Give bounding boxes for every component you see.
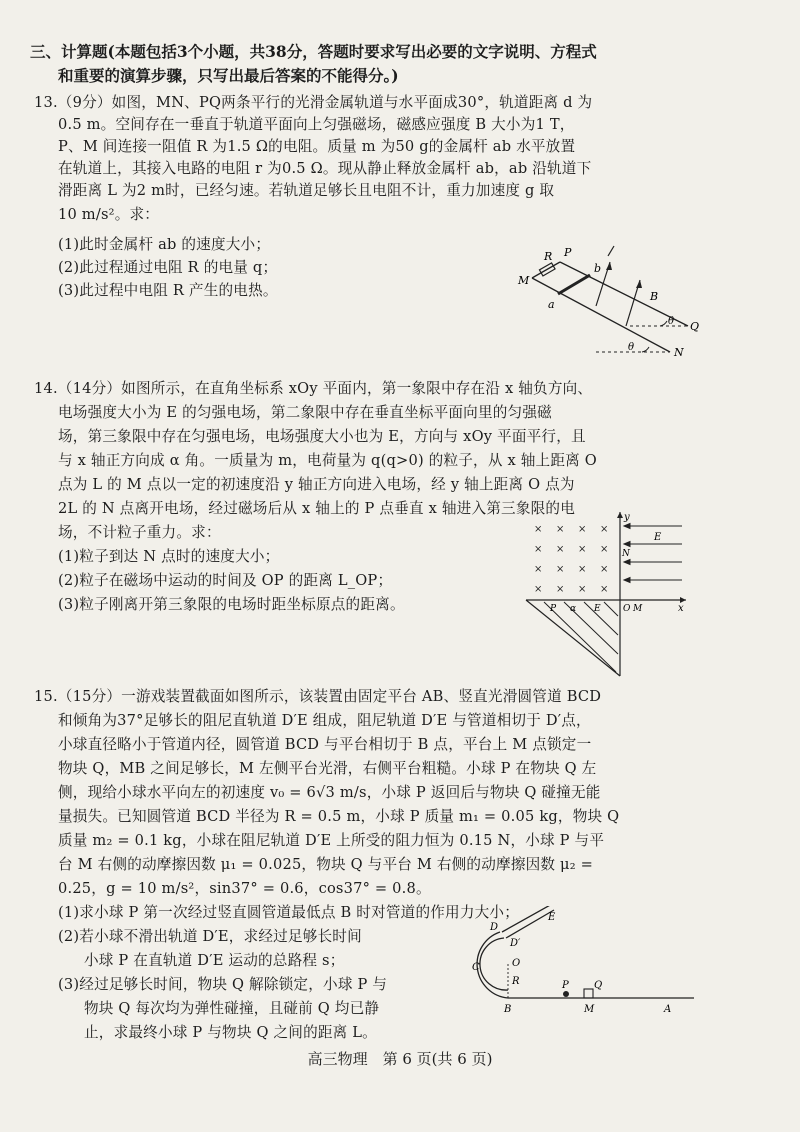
q15-line: 0.25，g = 10 m/s²，sin37° = 0.6，cos37° = 0.8。 bbox=[58, 880, 431, 897]
electric-field-lines bbox=[624, 524, 682, 583]
q14-line: 14.（14分）如图所示，在直角坐标系 xOy 平面内，第一象限中存在沿 x 轴负方向、 bbox=[34, 380, 593, 397]
q14-line: 与 x 轴正方向成 α 角。一质量为 m，电荷量为 q(q>0) 的粒子，从 x 轴上距离 O bbox=[58, 452, 597, 469]
q14-line: 2L 的 N 点离开电场，经过磁场后从 x 轴上的 P 点垂直 x 轴进入第三象限的电 bbox=[58, 500, 576, 517]
q14-line: 电场强度大小为 E 的匀强电场，第二象限中存在垂直坐标平面向里的匀强磁 bbox=[58, 404, 552, 421]
q13-part: (2)此过程通过电阻 R 的电量 q； bbox=[58, 259, 278, 276]
q15-label: R bbox=[512, 976, 520, 987]
q14-label: E bbox=[594, 604, 601, 614]
svg-text:×: × bbox=[534, 544, 543, 555]
q15-line: 侧，现给小球水平向左的初速度 v₀ = 6√3 m/s，小球 P 返回后与物块 Q 碰撞无能 bbox=[58, 784, 601, 801]
q15-line: 物块 Q，MB 之间足够长，M 左侧平台光滑，右侧平台粗糙。小球 P 在物块 Q 左 bbox=[58, 760, 597, 777]
svg-text:×: × bbox=[556, 524, 565, 535]
magnetic-field-crosses bbox=[534, 524, 608, 595]
q13-label: b bbox=[594, 262, 602, 275]
q15-part: 止，求最终小球 P 与物块 Q 之间的距离 L。 bbox=[84, 1024, 377, 1041]
q13-label: θ bbox=[628, 342, 635, 353]
svg-text:×: × bbox=[534, 584, 543, 595]
q14-line: 点为 L 的 M 点以一定的初速度沿 y 轴正方向进入电场，经 y 轴上距离 O 点为 bbox=[58, 476, 575, 493]
q15-part: (1)求小球 P 第一次经过竖直圆管道最低点 B 时对管道的作用力大小； bbox=[58, 904, 520, 921]
q15-label: D bbox=[490, 922, 499, 933]
q13-label: θ bbox=[668, 316, 675, 327]
q15-line: 质量 m₂ = 0.1 kg，小球在阻尼轨道 D′E 上所受的阻力恒为 0.15 N，小球 P 与平 bbox=[58, 832, 605, 849]
ball-p bbox=[563, 991, 569, 997]
q15-track-figure bbox=[468, 906, 700, 1018]
svg-text:×: × bbox=[600, 524, 609, 535]
page-footer: 高三物理 第 6 页(共 6 页) bbox=[307, 1050, 493, 1068]
q13-line: 0.5 m。空间存在一垂直于轨道平面向上匀强磁场，磁感应强度 B 大小为1 T， bbox=[58, 116, 575, 133]
q15-label: A bbox=[664, 1004, 672, 1015]
q15-label: C bbox=[472, 962, 480, 973]
q13-line: P、M 间连接一阻值 R 为1.5 Ω的电阻。质量 m 为50 g的金属杆 ab 水平放置 bbox=[58, 138, 576, 155]
q15-part: (3)经过足够长时间，物块 Q 解除锁定，小球 P 与 bbox=[58, 976, 388, 993]
q14-part: (1)粒子到达 N 点时的速度大小； bbox=[58, 548, 280, 565]
q14-label: E bbox=[654, 532, 662, 543]
q15-line: 小球直径略小于管道内径，圆管道 BCD 与平台相切于 B 点，平台上 M 点锁定一 bbox=[58, 736, 592, 753]
svg-text:×: × bbox=[600, 584, 609, 595]
q13-label: M bbox=[518, 274, 530, 287]
section-heading-line1: 三、计算题(本题包括3个小题，共38分，答题时要求写出必要的文字说明、方程式 bbox=[30, 42, 597, 61]
svg-text:×: × bbox=[578, 584, 587, 595]
q13-label: a bbox=[548, 298, 555, 311]
q15-line: 15.（15分）一游戏装置截面如图所示，该装置由固定平台 AB、竖直光滑圆管道 BCD bbox=[34, 688, 602, 705]
q15-label: B bbox=[504, 1004, 512, 1015]
q14-part: (3)粒子刚离开第三象限的电场时距坐标原点的距离。 bbox=[58, 596, 405, 613]
q15-part: 物块 Q 每次均为弹性碰撞，且碰前 Q 均已静 bbox=[84, 1000, 380, 1017]
q15-label: D′ bbox=[510, 938, 521, 949]
q13-label: N bbox=[674, 346, 684, 359]
q14-label: x bbox=[678, 603, 684, 614]
block-q bbox=[584, 989, 593, 998]
svg-text:×: × bbox=[556, 544, 565, 555]
svg-text:×: × bbox=[556, 584, 565, 595]
q13-label: B bbox=[650, 290, 659, 303]
q15-part: (2)若小球不滑出轨道 D′E，求经过足够长时间 bbox=[58, 928, 362, 945]
q15-line: 台 M 右侧的动摩擦因数 μ₁ = 0.025，物块 Q 与平台 M 右侧的动摩擦因数 μ₂ = bbox=[58, 856, 594, 873]
q13-line: 滑距离 L 为2 m时，已经匀速。若轨道足够长且电阻不计，重力加速度 g 取 bbox=[58, 182, 555, 199]
q15-label: E bbox=[548, 912, 556, 923]
q14-line: 场，第三象限中存在匀强电场，电场强度大小也为 E，方向与 xOy 平面平行，且 bbox=[58, 428, 586, 445]
q15-line: 量损失。已知圆管道 BCD 半径为 R = 0.5 m，小球 P 质量 m₁ = 0.05 kg，物块 Q bbox=[58, 808, 620, 825]
section-heading-line2: 和重要的演算步骤，只写出最后答案的不能得分。) bbox=[58, 66, 399, 85]
q15-part: 小球 P 在直轨道 D′E 运动的总路程 s； bbox=[84, 952, 345, 969]
q14-label: O bbox=[623, 604, 631, 614]
q13-line: 在轨道上，其接入电路的电阻 r 为0.5 Ω。现从静止释放金属杆 ab，ab 沿轨道下 bbox=[58, 160, 592, 177]
q13-rail-figure bbox=[510, 240, 700, 365]
svg-text:×: × bbox=[578, 564, 587, 575]
q13-part: (3)此过程中电阻 R 产生的电热。 bbox=[58, 282, 278, 299]
svg-text:×: × bbox=[534, 564, 543, 575]
q14-coordinate-figure bbox=[520, 508, 692, 680]
q14-part: (2)粒子在磁场中运动的时间及 OP 的距离 L_OP； bbox=[58, 572, 393, 589]
svg-text:×: × bbox=[556, 564, 565, 575]
q13-label: P bbox=[564, 246, 572, 259]
q14-label: N bbox=[622, 549, 630, 559]
q15-label: O bbox=[512, 958, 521, 969]
q15-label: P bbox=[562, 980, 569, 991]
svg-text:×: × bbox=[578, 544, 587, 555]
q14-label: α bbox=[570, 604, 577, 614]
q13-part: (1)此时金属杆 ab 的速度大小； bbox=[58, 236, 271, 253]
q13-label: Q bbox=[690, 320, 700, 333]
svg-text:×: × bbox=[534, 524, 543, 535]
q13-line: 10 m/s²。求： bbox=[58, 206, 160, 223]
q13-line: 13.（9分）如图，MN、PQ两条平行的光滑金属轨道与水平面成30°，轨道距离 d 为 bbox=[34, 94, 593, 111]
svg-text:×: × bbox=[600, 564, 609, 575]
svg-text:×: × bbox=[578, 524, 587, 535]
q14-label: P bbox=[550, 604, 557, 614]
q15-label: M bbox=[584, 1004, 595, 1015]
q14-label: y bbox=[624, 512, 630, 523]
q13-label: R bbox=[544, 250, 553, 263]
svg-text:×: × bbox=[600, 544, 609, 555]
q14-line: 场，不计粒子重力。求： bbox=[58, 524, 221, 541]
q15-line: 和倾角为37°足够长的阻尼直轨道 D′E 组成，阻尼轨道 D′E 与管道相切于 D′点， bbox=[58, 712, 591, 729]
q14-label: M bbox=[633, 604, 643, 614]
q15-label: Q bbox=[594, 980, 603, 991]
